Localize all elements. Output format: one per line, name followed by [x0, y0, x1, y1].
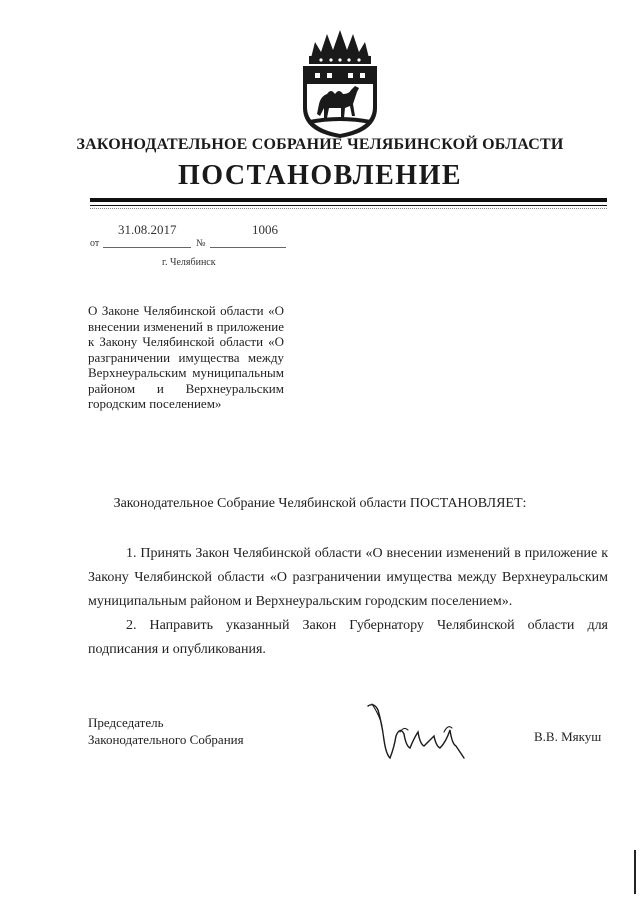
- number-prefix: №: [196, 238, 206, 249]
- date-underline: [103, 247, 191, 248]
- document-place: г. Челябинск: [162, 257, 216, 268]
- coat-of-arms-icon: [297, 28, 383, 140]
- header-divider-dotted: [90, 208, 607, 210]
- signatory-title: [88, 714, 244, 748]
- document-type-title: ПОСТАНОВЛЕНИЕ: [177, 160, 463, 191]
- paragraph-1: 1. Принять Закон Челябинской области «О внесении изменений в приложение к Закону Челябинской области «О разграничении имущества между Верхнеуральским муниципальным районом и Верхнеуральским городским поселением».: [88, 546, 608, 609]
- date-prefix: от: [90, 238, 100, 249]
- number-underline: [210, 247, 286, 248]
- paragraph-2: 2. Направить указанный Закон Губернатору Челябинской области для подписания и опубликования.: [88, 618, 608, 657]
- header-divider-thick: [90, 198, 607, 202]
- document-subject: О Законе Челябинской области «О внесении изменений в приложение к Закону Челябинской области «О разграничении имущества между Верхнеуральским муниципальным районом и Верхнеуральским городским поселением»: [88, 303, 284, 411]
- signatory-name: В.В. Мякуш: [534, 729, 602, 744]
- header-divider-thin: [90, 205, 607, 206]
- document-number: 1006: [252, 222, 278, 237]
- decree-statement: Законодательное Собрание Челябинской области ПОСТАНОВЛЯЕТ:: [113, 496, 527, 511]
- signatory-title-line2: Законодательного Собрания: [88, 732, 244, 747]
- document-date: 31.08.2017: [118, 222, 177, 237]
- organization-name: ЗАКОНОДАТЕЛЬНОЕ СОБРАНИЕ ЧЕЛЯБИНСКОЙ ОБЛАСТИ: [76, 136, 564, 153]
- scan-edge-mark: [634, 850, 636, 894]
- handwritten-signature-icon: [360, 696, 470, 772]
- signatory-title-line1: Председатель: [88, 715, 164, 730]
